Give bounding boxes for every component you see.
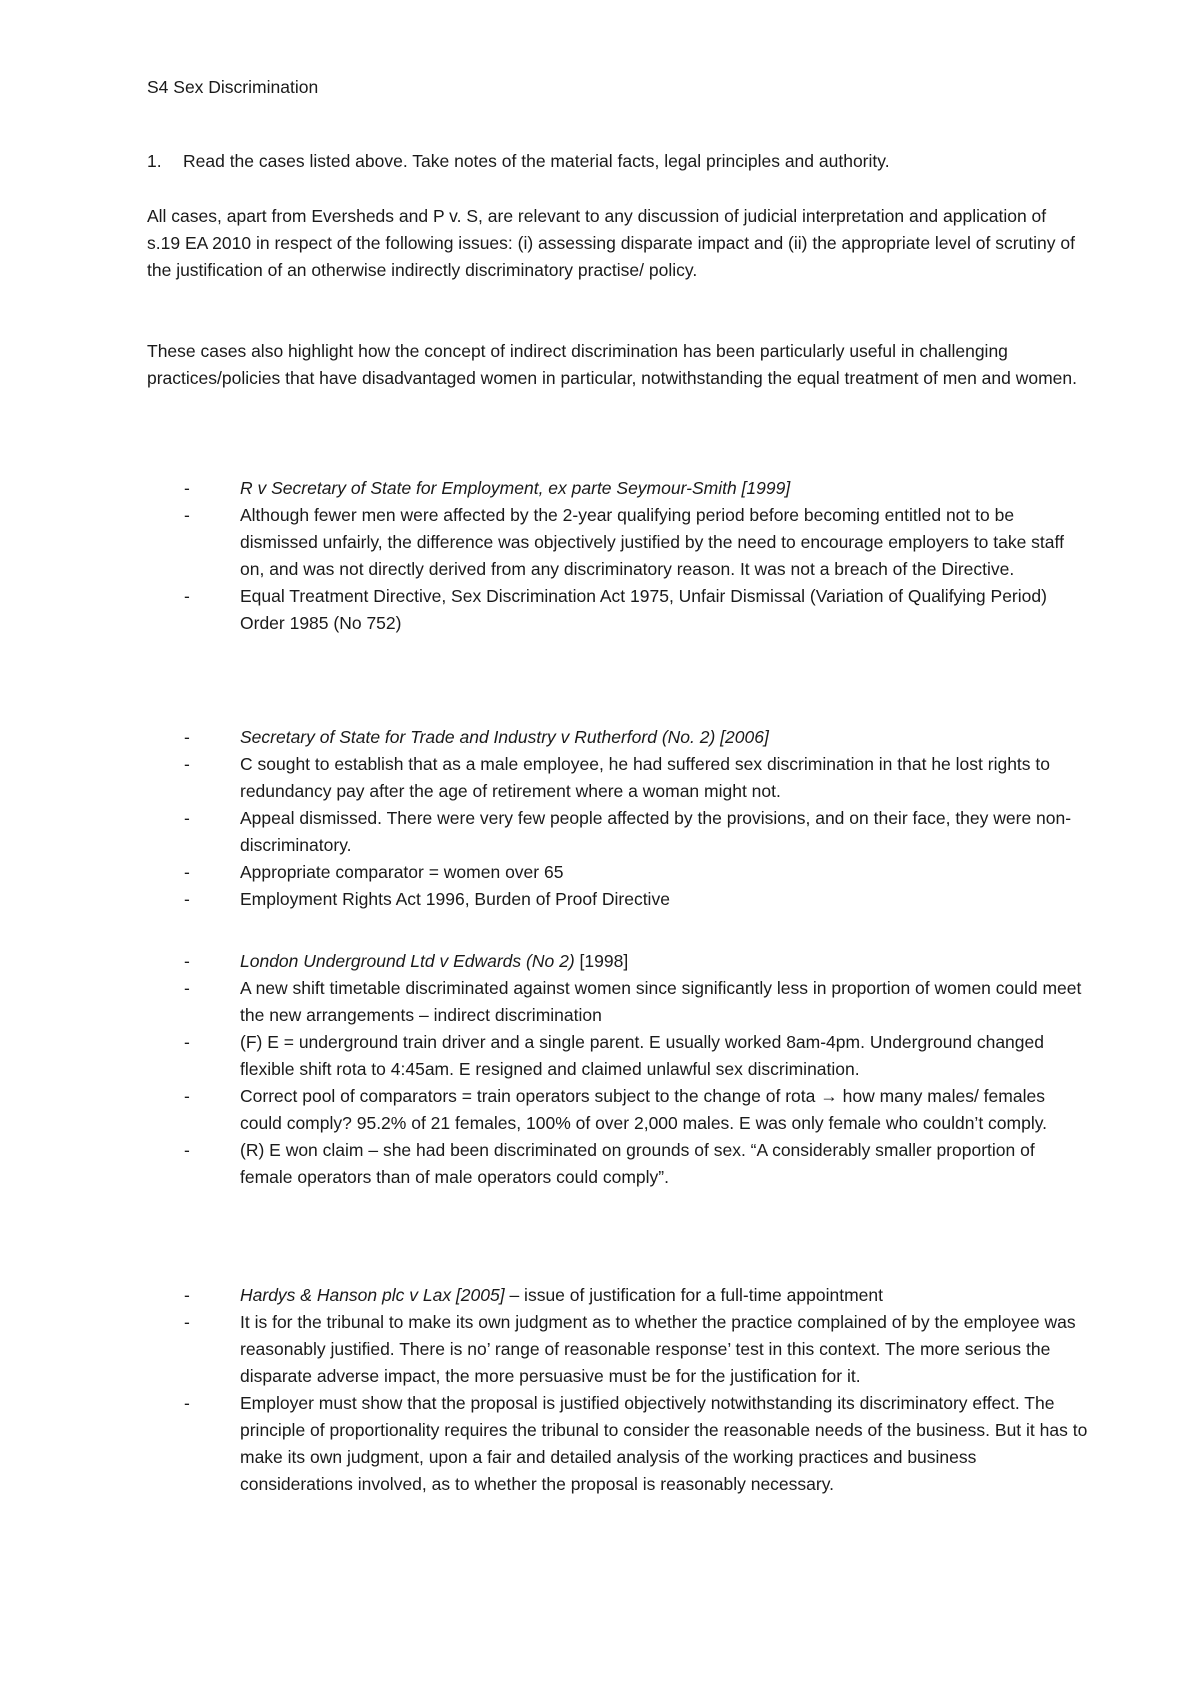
list-item-text: (F) E = underground train driver and a single parent. E usually worked 8am-4pm. Underground changed flexible shift rota to 4:45am. E resigned and claimed unlawful sex discrimination. xyxy=(240,1032,1044,1079)
list-item-text: Although fewer men were affected by the 2-year qualifying period before becoming entitled not to be dismissed unfairly, the difference was objectively justified by the need to encourage employers to take staff on, and was not directly derived from any discriminatory reason. It was not a breach of the Directive. xyxy=(240,505,1064,579)
numbered-item-1 xyxy=(147,148,1077,175)
bullet-dash: - xyxy=(184,1086,190,1106)
bullet-dash: - xyxy=(184,505,190,525)
list-item-text: Correct pool of comparators = train operators subject to the change of rota xyxy=(240,1086,816,1106)
case-name: London Underground Ltd v Edwards (No 2) xyxy=(240,951,575,971)
bullet-dash: - xyxy=(184,951,190,971)
bullet-dash: - xyxy=(184,1312,190,1332)
list-item-text: A new shift timetable discriminated against women since significantly less in proportion of women could meet the new arrangements – indirect discrimination xyxy=(240,978,1082,1025)
case-heading xyxy=(0,475,1200,502)
list-item xyxy=(0,1309,1200,1390)
case-seymour-smith xyxy=(0,475,1200,637)
list-item xyxy=(0,1029,1200,1083)
bullet-dash: - xyxy=(184,978,190,998)
list-item xyxy=(0,1083,1200,1137)
bullet-dash: - xyxy=(184,889,190,909)
right-arrow-icon: → xyxy=(820,1086,838,1106)
case-name: R v Secretary of State for Employment, ex parte Seymour-Smith [1999] xyxy=(240,478,791,498)
case-name: Secretary of State for Trade and Industry v Rutherford (No. 2) [2006] xyxy=(240,727,769,747)
case-heading xyxy=(0,1282,1200,1309)
bullet-dash: - xyxy=(184,1140,190,1160)
list-item-text: Equal Treatment Directive, Sex Discrimination Act 1975, Unfair Dismissal (Variation of Qualifying Period) Order 1985 (No 752) xyxy=(240,586,1047,633)
list-item-text: how many males/ females could comply? 95.2% of 21 females, 100% of over 2,000 males. E was only female who couldn’t comply. xyxy=(240,1086,1048,1133)
case-name: Hardys & Hanson plc v Lax [2005] xyxy=(240,1285,505,1305)
list-item xyxy=(0,886,1200,913)
bullet-dash: - xyxy=(184,1393,190,1413)
list-item-text: (R) E won claim – she had been discriminated on grounds of sex. “A considerably smaller proportion of female operators than of male operators could comply”. xyxy=(240,1140,1035,1187)
bullet-dash: - xyxy=(184,808,190,828)
list-item xyxy=(0,583,1200,637)
list-item xyxy=(0,751,1200,805)
page-title: S4 Sex Discrimination xyxy=(147,77,319,97)
intro-paragraph: All cases, apart from Eversheds and P v. S, are relevant to any discussion of judicial interpretation and application of s.19 EA 2010 in respect of the following issues: (i) assessing disparate impact and (ii) the appropriate level of scrutiny of the justification of an otherwise indirectly discriminatory practise/ policy. xyxy=(147,206,1075,280)
list-item-text: Appeal dismissed. There were very few people affected by the provisions, and on their face, they were non-discriminatory. xyxy=(240,808,1072,855)
context-paragraph: These cases also highlight how the concept of indirect discrimination has been particularly useful in challenging practices/policies that have disadvantaged women in particular, notwithstanding the equal treatment of men and women. xyxy=(147,341,1077,388)
list-item xyxy=(0,805,1200,859)
list-item xyxy=(0,859,1200,886)
list-item-text: Employment Rights Act 1996, Burden of Proof Directive xyxy=(240,889,670,909)
list-item-text: It is for the tribunal to make its own judgment as to whether the practice complained of by the employee was reasonably justified. There is no’ range of reasonable response’ test in this context. The more serious the disparate adverse impact, the more persuasive must be for the justification for it. xyxy=(240,1312,1076,1386)
bullet-dash: - xyxy=(184,1285,190,1305)
bullet-dash: - xyxy=(184,727,190,747)
case-edwards xyxy=(0,948,1200,1191)
bullet-dash: - xyxy=(184,754,190,774)
bullet-dash: - xyxy=(184,1032,190,1052)
case-rutherford xyxy=(0,724,1200,913)
list-item-text: Employer must show that the proposal is justified objectively notwithstanding its discriminatory effect. The principle of proportionality requires the tribunal to consider the reasonable needs of the business. But it has to make its own judgment, upon a fair and detailed analysis of the working practices and business considerations involved, as to whether the proposal is reasonably necessary. xyxy=(240,1393,1088,1494)
bullet-dash: - xyxy=(184,478,190,498)
list-item-text: Appropriate comparator = women over 65 xyxy=(240,862,564,882)
item-number: 1. xyxy=(147,151,162,171)
list-item-text: C sought to establish that as a male employee, he had suffered sex discrimination in that he lost rights to redundancy pay after the age of retirement where a woman might not. xyxy=(240,754,1050,801)
case-heading xyxy=(0,948,1200,975)
case-subtitle: – issue of justification for a full-time appointment xyxy=(504,1285,883,1305)
case-year: [1998] xyxy=(579,951,629,971)
list-item xyxy=(0,1390,1200,1498)
bullet-dash: - xyxy=(184,586,190,606)
bullet-dash: - xyxy=(184,862,190,882)
list-item xyxy=(0,502,1200,583)
list-item xyxy=(0,975,1200,1029)
case-hardys-hanson xyxy=(0,1282,1200,1498)
list-item xyxy=(0,1137,1200,1191)
item-text: Read the cases listed above. Take notes of the material facts, legal principles and authority. xyxy=(183,151,890,171)
case-heading xyxy=(0,724,1200,751)
